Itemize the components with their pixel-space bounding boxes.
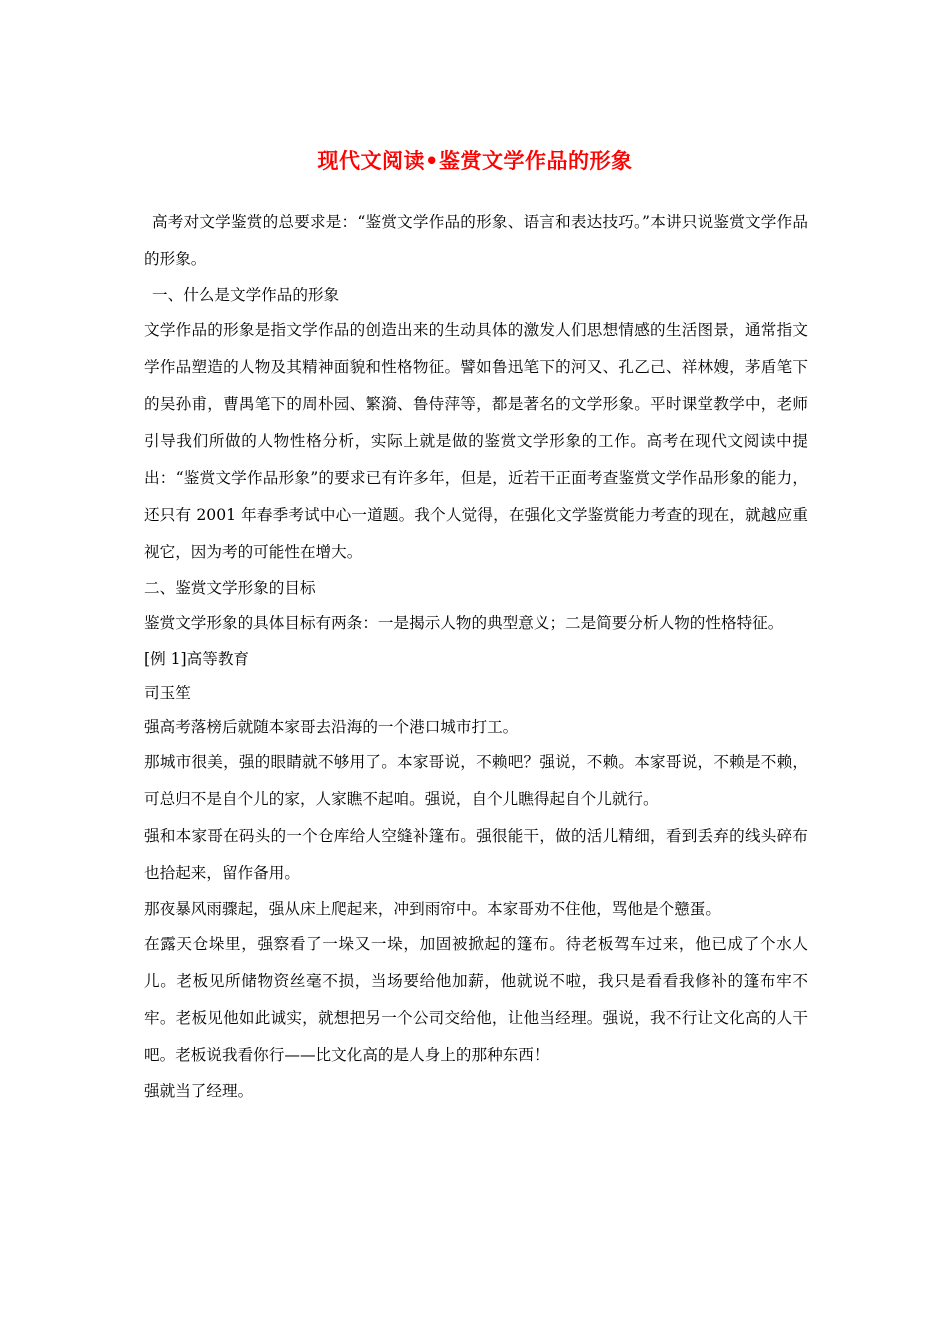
example-author: 司玉笙: [144, 684, 191, 702]
section-heading-2: 二、鉴赏文学形象的目标: [144, 579, 316, 597]
story-paragraph: 那城市很美，强的眼睛就不够用了。本家哥说，不赖吧？强说，不赖。本家哥说，不赖是不赖，可总归不是自个儿的家，人家瞧不起咱。强说，自个儿瞧得起自个儿就行。: [144, 753, 808, 808]
story-paragraph: 在露天仓垛里，强察看了一垛又一垛，加固被掀起的篷布。待老板驾车过来，他已成了个水人儿。老板见所储物资丝毫不损，当场要给他加薪，他就说不啦，我只是看看我修补的篷布牢不牢。老板见他如此诚实，就想把另一个公司交给他，让他当经理。强说，我不行让文化高的人干吧。老板说我看你行——比文化高的是人身上的那种东西！: [144, 935, 808, 1064]
story-paragraph: 强就当了经理。: [144, 1082, 254, 1100]
goal-paragraph: 鉴赏文学形象的具体目标有两条：一是揭示人物的典型意义；二是简要分析人物的性格特征。: [144, 614, 784, 632]
definition-paragraph: 文学作品的形象是指文学作品的创造出来的生动具体的激发人们思想情感的生活图景，通常指文学作品塑造的人物及其精神面貌和性格物征。譬如鲁迅笔下的河又、孔乙己、祥林嫂，茅盾笔下的吴孙甫，曹禺笔下的周朴园、繁漪、鲁侍萍等，都是著名的文学形象。平时课堂教学中，老师引导我们所做的人物性格分析，实际上就是做的鉴赏文学形象的工作。高考在现代文阅读中提出：“鉴赏文学作品形象”的要求已有许多年，但是，近若干正面考查鉴赏文学作品形象的能力，还只有 2001 年春季考试中心一道题。我个人觉得，在强化文学鉴赏能力考查的现在，就越应重视它，因为考的可能性在增大。: [144, 321, 808, 561]
story-paragraph: 强高考落榜后就随本家哥去沿海的一个港口城市打工。: [144, 718, 519, 736]
example-label: [例 1]高等教育: [144, 650, 250, 668]
intro-paragraph: 高考对文学鉴赏的总要求是：“鉴赏文学作品的形象、语言和表达技巧。”本讲只说鉴赏文学作品的形象。: [144, 213, 808, 268]
story-paragraph: 那夜暴风雨骤起，强从床上爬起来，冲到雨帘中。本家哥劝不住他，骂他是个戆蛋。: [144, 900, 721, 918]
document-body: [144, 204, 808, 1108]
document-title: 现代文阅读•鉴赏文学作品的形象: [317, 149, 633, 173]
story-paragraph: 强和本家哥在码头的一个仓库给人空缝补篷布。强很能干，做的活儿精细，看到丢弃的线头碎布也拾起来，留作备用。: [144, 827, 808, 882]
section-heading-1: 一、什么是文学作品的形象: [152, 286, 340, 304]
